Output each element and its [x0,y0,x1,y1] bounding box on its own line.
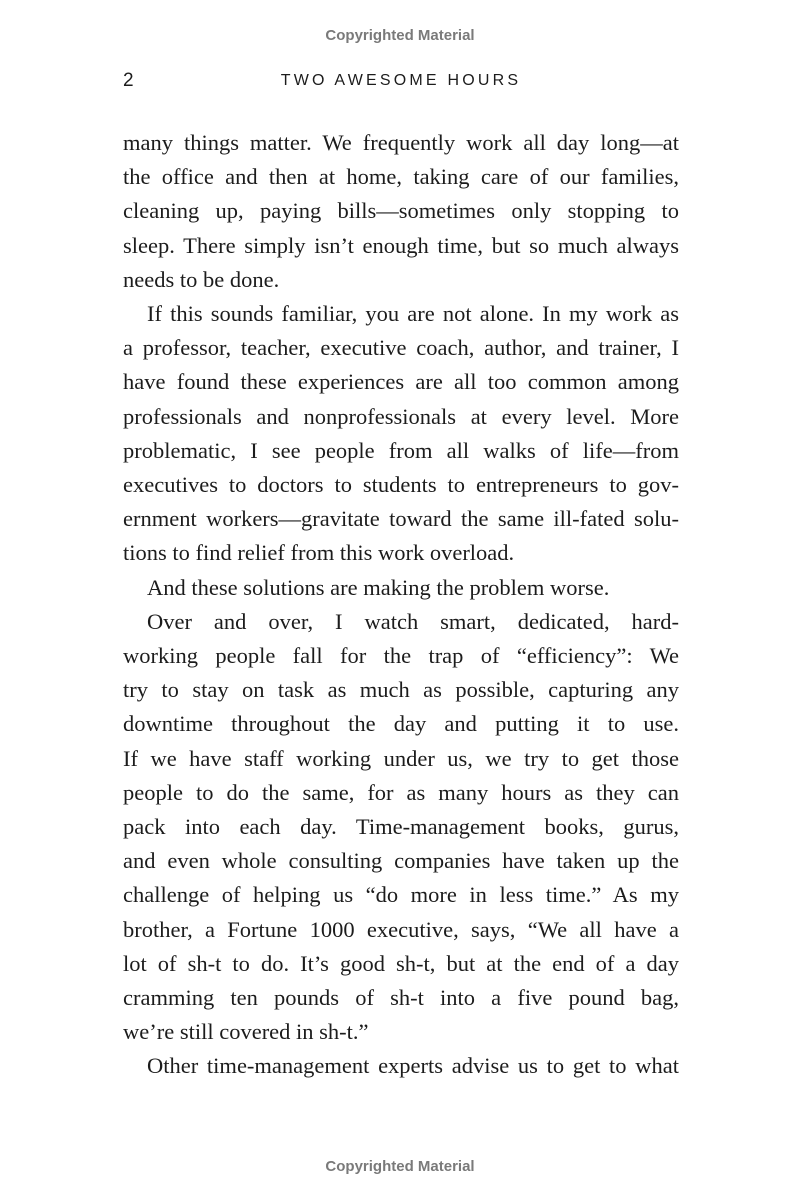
text-line: and even whole consulting companies have taken up the [123,848,679,874]
text-line: try to stay on task as much as possible, capturing any [123,677,679,703]
text-line: people to do the same, for as many hours as they can [123,779,679,805]
body-text [123,126,679,1084]
text-line: ernment workers—gravitate toward the same ill-fated solu- [123,506,679,532]
text-line: problematic, I see people from all walks of life—from [123,437,679,463]
text-line: downtime throughout the day and putting it to use. [123,711,679,737]
text-line: lot of sh-t to do. It’s good sh-t, but at the end of a day [123,950,679,976]
page-number: 2 [123,70,134,91]
paragraph [123,605,679,1050]
text-line: pack into each day. Time-management books, gurus, [123,814,679,840]
paragraph [123,126,679,297]
text-line: have found these experiences are all too common among [123,369,679,395]
text-line: tions to find relief from this work overload. [123,540,515,566]
copyright-watermark-top: Copyrighted Material [325,27,475,44]
text-line: And these solutions are making the problem worse. [147,574,610,600]
book-title: TWO AWESOME HOURS [280,72,522,89]
text-line: needs to be done. [123,266,280,292]
text-line: working people fall for the trap of “efficiency”: We [123,643,679,669]
text-line: Other time-management experts advise us to get to what [147,1053,679,1079]
text-line: brother, a Fortune 1000 executive, says, “We all have a [123,916,679,942]
text-line: professionals and nonprofessionals at every level. More [123,403,679,429]
text-line: Over and over, I watch smart, dedicated, hard- [147,608,679,634]
text-line: cleaning up, paying bills—sometimes only stopping to [123,198,679,224]
text-line: If this sounds familiar, you are not alone. In my work as [147,301,679,327]
text-line: If we have staff working under us, we try to get those [123,745,679,771]
text-line: many things matter. We frequently work all day long—at [123,130,679,155]
text-line: sleep. There simply isn’t enough time, but so much always [123,232,679,258]
text-line: a professor, teacher, executive coach, author, and trainer, I [123,335,679,361]
text-line: cramming ten pounds of sh-t into a five pound bag, [123,985,679,1011]
paragraph [123,1049,679,1083]
text-line: executives to doctors to students to entrepreneurs to gov- [123,472,679,498]
text-line: we’re still covered in sh-t.” [123,1019,369,1045]
text-line: the office and then at home, taking care of our families, [123,164,679,190]
text-line: challenge of helping us “do more in less time.” As my [123,882,679,908]
running-head [123,70,679,94]
paragraph [123,297,679,571]
paragraph [123,571,679,605]
copyright-watermark-bottom: Copyrighted Material [325,1158,475,1175]
